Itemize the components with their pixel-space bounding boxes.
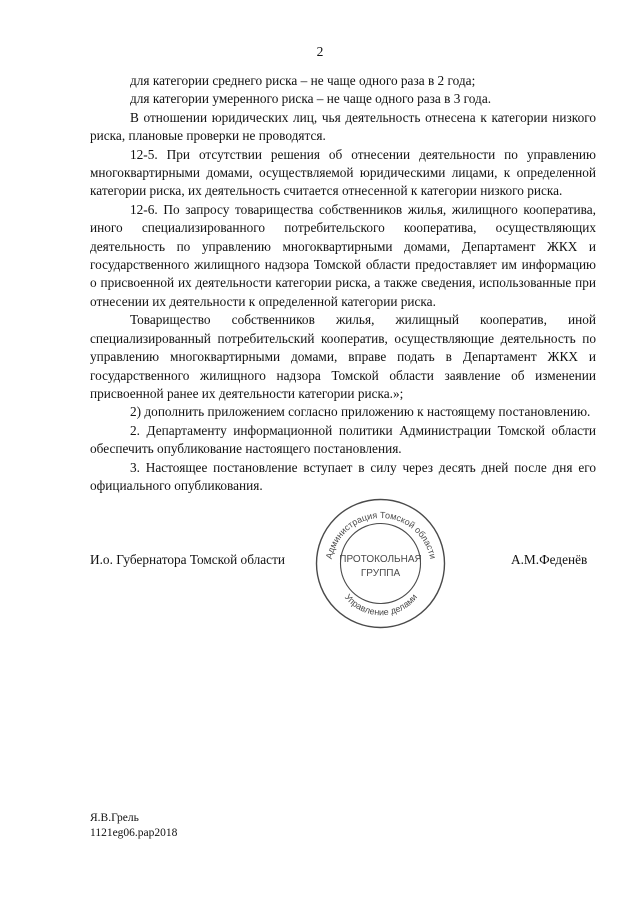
paragraph-item-2-appendix: 2) дополнить приложением согласно приложению к настоящему постановлению. [130, 404, 591, 420]
document-body [90, 72, 596, 495]
paragraph-12-5: 12-5. При отсутствии решения об отнесении деятельности по управлению многоквартирными домами, осуществляемой юридическими лицами, к определенной категории риска, их деятельность считается отнесенной к категории низкого риска. [90, 146, 596, 199]
paragraph-risk-moderate: для категории умеренного риска – не чаще одного раза в 3 года. [130, 91, 492, 107]
official-stamp [313, 496, 448, 631]
paragraph-item-3-effective: 3. Настоящее постановление вступает в силу через десять дней после дня его официального опубликования. [90, 459, 596, 493]
signatory-name: А.М.Феденёв [511, 552, 588, 567]
paragraph-hoa-request: Товарищество собственников жилья, жилищный кооператив, иной специализированный потребительский кооператив, осуществляющие деятельность по управлению многоквартирными домами, вправе подать в Департамент ЖКХ и государственного жилищного надзора Томской области заявление об изменении присвоенной ранее их деятельности категории риска.»; [90, 312, 596, 401]
svg-text:Администрация Томской области: Администрация Томской области [323, 509, 439, 560]
page-number: 2 [316, 44, 324, 59]
executor-name: Я.В.Грель [90, 812, 139, 824]
file-reference: 1121eg06.pap2018 [90, 826, 178, 839]
footer-executor-block [90, 811, 177, 840]
paragraph-low-risk: В отношении юридических лиц, чья деятельность отнесена к категории низкого риска, плановые проверки не проводятся. [90, 109, 596, 144]
svg-text:ГРУППА: ГРУППА [360, 568, 401, 579]
svg-text:ПРОТОКОЛЬНАЯ: ПРОТОКОЛЬНАЯ [339, 554, 422, 565]
paragraph-12-6: 12-6. По запросу товарищества собственников жилья, жилищного кооператива, иного специализированного потребительского кооператива, осуществляющих деятельность по управлению многоквартирными домами, Департамент ЖКХ и государственного жилищного надзора Томской области предоставляет им информацию о присвоенной их деятельности категории риска, а также сведения, использованные при отнесении их деятельности к определенной категории риска. [90, 201, 596, 309]
paragraph-risk-medium: для категории среднего риска – не чаще одного раза в 2 года; [130, 73, 476, 88]
svg-text:Управление делами: Управление делами [342, 592, 420, 618]
stamp-seal-icon [313, 496, 448, 631]
signatory-position: И.о. Губернатора Томской области [90, 552, 286, 567]
paragraph-item-2-publication: 2. Департаменту информационной политики Администрации Томской области обеспечить опубликование настоящего постановления. [90, 422, 596, 457]
